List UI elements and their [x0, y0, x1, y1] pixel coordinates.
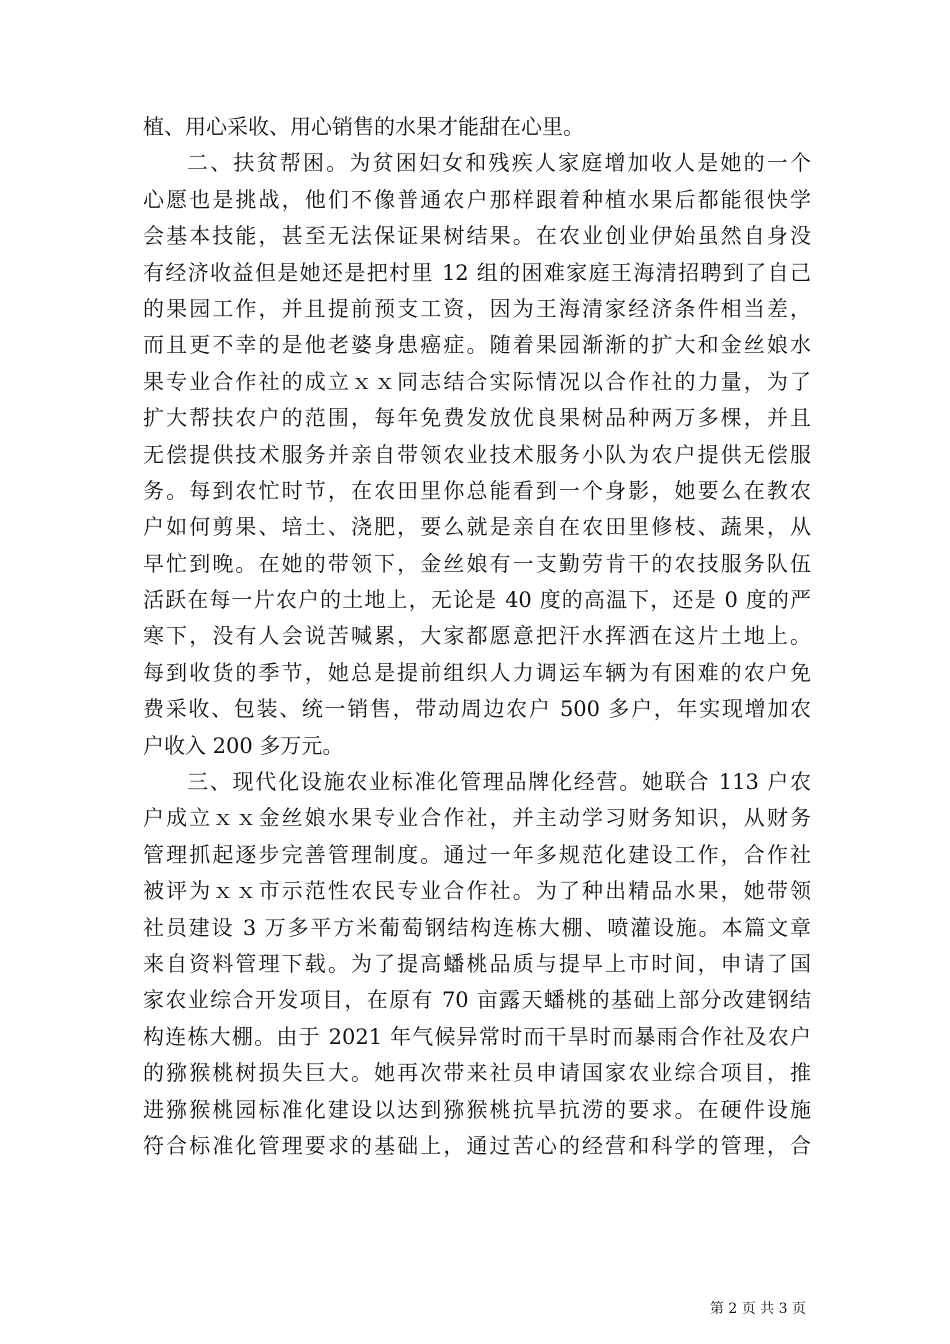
text-line: 构连栋大棚。由于 2021 年气候异常时而干旱时而暴雨合作社及农户 [143, 1024, 811, 1049]
body-text [143, 109, 811, 1164]
text-line: 扩大帮扶农户的范围，每年免费发放优良果树品种两万多棵，并且 [143, 406, 811, 431]
text-line: 户成立ｘｘ金丝娘水果专业合作社，并主动学习财务知识，从财务 [143, 806, 811, 831]
text-line: 管理抓起逐步完善管理制度。通过一年多规范化建设工作，合作社 [143, 842, 811, 867]
text-line: 费采收、包装、统一销售，带动周边农户 500 多户，年实现增加农 [143, 697, 811, 722]
text-line: 活跃在每一片农户的土地上，无论是 40 度的高温下，还是 0 度的严 [143, 588, 811, 613]
text-line: 而且更不幸的是他老婆身患癌症。随着果园渐渐的扩大和金丝娘水 [143, 333, 811, 358]
text-line: 进猕猴桃园标准化建设以达到猕猴桃抗旱抗涝的要求。在硬件设施 [143, 1097, 811, 1122]
text-line: 的果园工作，并且提前预支工资，因为王海清家经济条件相当差， [143, 296, 811, 321]
text-line: 务。每到农忙时节，在农田里你总能看到一个身影，她要么在教农 [143, 478, 811, 503]
text-line: 户收入 200 多万元。 [143, 733, 344, 758]
text-line: 植、用心采收、用心销售的水果才能甜在心里。 [143, 115, 584, 139]
text-line: 家农业综合开发项目，在原有 70 亩露天蟠桃的基础上部分改建钢结 [143, 988, 811, 1013]
text-line: 的猕猴桃树损失巨大。她再次带来社员申请国家农业综合项目，推 [143, 1061, 811, 1086]
text-line: 有经济收益但是她还是把村里 12 组的困难家庭王海清招聘到了自己 [143, 260, 811, 285]
text-line: 符合标准化管理要求的基础上，通过苦心的经营和科学的管理，合 [143, 1133, 811, 1158]
text-line: 被评为ｘｘ市示范性农民专业合作社。为了种出精品水果，她带领 [143, 879, 811, 904]
text-line: 早忙到晚。在她的带领下，金丝娘有一支勤劳肯干的农技服务队伍 [143, 551, 811, 576]
text-line: 无偿提供技术服务并亲自带领农业技术服务小队为农户提供无偿服 [143, 442, 811, 467]
text-line: 社员建设 3 万多平方米葡萄钢结构连栋大棚、喷灌设施。本篇文章 [143, 915, 811, 940]
text-line: 会基本技能，甚至无法保证果树结果。在农业创业伊始虽然自身没 [143, 224, 811, 249]
text-line: 来自资料管理下载。为了提高蟠桃品质与提早上市时间，申请了国 [143, 951, 811, 976]
text-line: 二、扶贫帮困。为贫困妇女和残疾人家庭增加收人是她的一个 [187, 151, 811, 176]
text-line: 心愿也是挑战，他们不像普通农户那样跟着种植水果后都能很快学 [143, 187, 811, 212]
text-line: 果专业合作社的成立ｘｘ同志结合实际情况以合作社的力量，为了 [143, 369, 811, 394]
text-line: 户如何剪果、培土、浇肥，要么就是亲自在农田里修枝、蔬果，从 [143, 515, 811, 540]
text-line: 寒下，没有人会说苦喊累，大家都愿意把汗水挥洒在这片土地上。 [143, 624, 811, 649]
text-line: 三、现代化设施农业标准化管理品牌化经营。她联合 113 户农 [187, 770, 811, 795]
page-number: 第 2 页 共 3 页 [709, 1301, 806, 1317]
text-line: 每到收货的季节，她总是提前组织人力调运车辆为有困难的农户免 [143, 660, 811, 685]
